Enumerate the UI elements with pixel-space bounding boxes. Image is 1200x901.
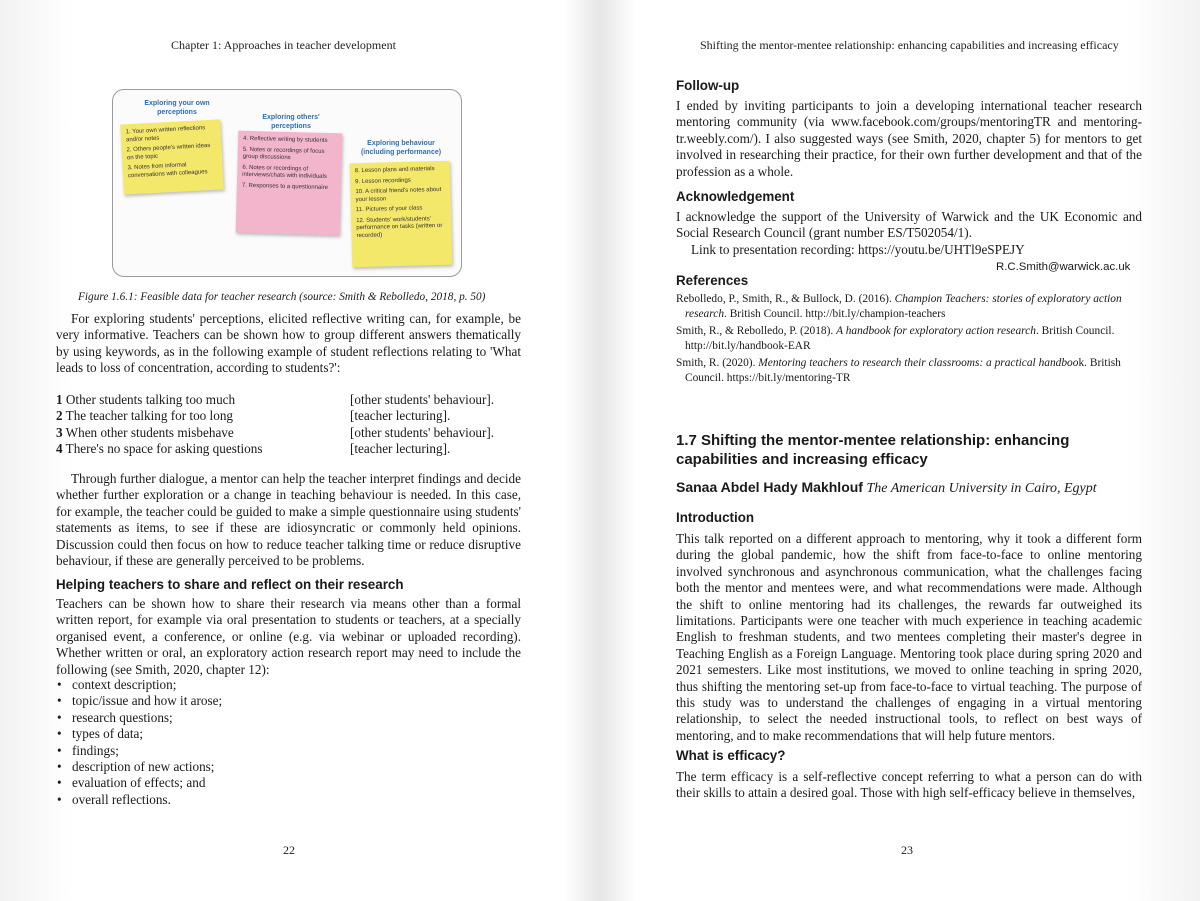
list-item: • context description; — [56, 677, 496, 693]
author-name: Sanaa Abdel Hady Makhlouf — [676, 479, 863, 495]
note-item: 1. Your own written reflections and/or notes — [125, 125, 206, 143]
figure-column-title-3: Exploring behaviour (including performance) — [360, 140, 442, 156]
list-item: • types of data; — [56, 726, 496, 742]
note-item: 11. Pictures of your class — [355, 205, 423, 214]
reflection-row — [56, 392, 526, 408]
note-item: 10. A critical friend's notes about your lesson — [355, 186, 442, 203]
reflection-text: There's no space for asking questions — [65, 441, 263, 457]
sticky-note-behaviour — [350, 161, 453, 268]
note-item: 9. Lesson recordings — [355, 177, 411, 185]
note-item: 5. Notes or recordings of focus group discussions — [242, 146, 325, 162]
paragraph-follow-up: I ended by inviting participants to join a developing international teacher research mentoring community (via www.facebook.com/groups/mentoringTR and mentoring-tr.weebly.com/). I also suggested ways (see Smith, 2020, chapter 5) for mentors to get involved in researching their practice, for their own further development and that of the profession as a whole. — [676, 98, 1142, 179]
reflection-text: Other students talking too much — [65, 392, 236, 407]
running-head-left: Chapter 1: Approaches in teacher development — [171, 38, 396, 52]
student-reflections-list — [56, 392, 526, 458]
list-item: • overall reflections. — [56, 792, 496, 808]
paragraph-acknowledgement: I acknowledge the support of the University of Warwick and the UK Economic and Social Research Council (grant number ES/T502054/1). — [676, 209, 1142, 241]
note-item: 3. Notes from informal conversations with colleagues — [127, 162, 208, 179]
reflection-text: When other students misbehave — [65, 424, 234, 440]
reflection-number: 3 — [56, 424, 63, 440]
reflection-tag: [other students' behaviour]. — [350, 392, 495, 407]
note-item: 8. Lesson plans and materials — [354, 166, 435, 175]
heading-introduction: Introduction — [676, 510, 755, 525]
heading-references: References — [676, 273, 749, 288]
reflection-number: 4 — [56, 441, 63, 457]
sticky-note-others-perceptions — [236, 131, 343, 236]
list-item: • evaluation of effects; and — [56, 775, 496, 791]
paragraph-efficacy: The term efficacy is a self-reflective concept referring to what a person can do with their skills to attain a desired goal. Those with high self-efficacy believe in themselves, — [676, 769, 1142, 801]
reference-entry: Smith, R., & Rebolledo, P. (2018). A handbook for exploratory action research. British Council. http://bit.ly/handbook-EAR — [676, 325, 1115, 352]
reflection-row — [56, 441, 526, 457]
list-item: • research questions; — [56, 710, 496, 726]
reflection-tag: [teacher lecturing]. — [350, 408, 451, 424]
author-line — [676, 479, 1097, 497]
figure-feasible-data — [112, 89, 462, 277]
author-email[interactable]: R.C.Smith@warwick.ac.uk — [996, 261, 1131, 273]
heading-acknowledgement: Acknowledgement — [676, 189, 795, 204]
reflection-row — [56, 425, 526, 441]
note-item: 2. Others people's written ideas on the topic — [126, 142, 211, 161]
list-item: • description of new actions; — [56, 759, 496, 775]
paragraph-introduction: This talk reported on a different approach to mentoring, why it took a different form during the global pandemic, how the shift from face-to-face to online mentoring involved synchronous and asynchronous communication, what the challenges facing both the mentor and mentees were, and what recommendations were made. Although the shift to online mentoring had its challenges, the rewards far outweighed its limitations. Participants were one teacher with much experience in teaching academic English to freshman students, and two mentees completing their master's degree in Teaching English as a Foreign Language. Mentoring took place during spring 2020 and 2021 semesters. Like most institutions, we moved to online teaching in spring 2020, thus shifting the mentoring set-up from face-to-face to virtual teaching. The purpose of this study was to understand the challenges of engaging in a virtual mentoring relationship, to select the needed instructional tools, to reflect on best ways of mentoring, and to make recommendations that will help future mentors. — [676, 531, 1142, 743]
note-item: 7. Responses to a questionnaire — [241, 182, 329, 191]
note-item: 12. Students' work/students' performance on tasks (written or recorded) — [356, 215, 443, 239]
reference-entry: Smith, R. (2020). Mentoring teachers to research their classrooms: a practical handbook. British Council. https://bit.ly/mentoring-TR — [676, 357, 1121, 384]
figure-caption: Figure 1.6.1: Feasible data for teacher research (source: Smith & Rebolledo, 2018, p. 50) — [78, 291, 486, 303]
running-head-right: Shifting the mentor-mentee relationship: enhancing capabilities and increasing efficacy — [700, 38, 1119, 52]
heading-follow-up: Follow-up — [676, 78, 740, 93]
reflection-number: 2 — [56, 408, 63, 424]
section-title: 1.7 Shifting the mentor-mentee relationship: enhancing capabilities and increasing efficacy — [676, 432, 1070, 468]
presentation-link[interactable]: Link to presentation recording: https://youtu.be/UHTl9eSPEJY — [691, 242, 1025, 257]
reflection-row — [56, 408, 526, 424]
reflection-text: The teacher talking for too long — [65, 408, 234, 424]
reflection-tag: [other students' behaviour]. — [350, 424, 495, 440]
list-item: • findings; — [56, 743, 496, 759]
note-item: 6. Notes or recordings of interviews/chats with individuals — [242, 164, 327, 180]
figure-column-title-2: Exploring others' perceptions — [262, 114, 320, 130]
reference-entry: Rebolledo, P., Smith, R., & Bullock, D. (2016). Champion Teachers: stories of exploratory action research. British Council. http://bit.ly/champion-teachers — [676, 293, 1122, 320]
reflection-tag: [teacher lecturing]. — [350, 441, 451, 457]
note-item: 4. Reflective writing by students — [243, 135, 328, 144]
paragraph-perceptions: For exploring students' perceptions, elicited reflective writing can, for example, be very informative. Teachers can be shown how to group different answers thematically by using keywords, as in the following example of student reflections relating to 'What leads to loss of concentration, according to students?': — [56, 311, 521, 376]
figure-column-title-1: Exploring your own perceptions — [144, 100, 210, 116]
sticky-note-own-perceptions — [120, 119, 224, 194]
heading-efficacy: What is efficacy? — [676, 748, 786, 763]
references-list — [676, 292, 1142, 388]
author-affiliation: The American University in Cairo, Egypt — [866, 481, 1097, 496]
paragraph-dialogue: Through further dialogue, a mentor can help the teacher interpret findings and decide whether further exploration or a change in teaching behaviour is needed. In this case, for example, the teacher could be guided to make a simple questionnaire using students' statements as items, to see if these are idiosyncratic or commonly held opinions. Discussion could then focus on how to reduce teacher talking time or reduce disruptive behaviour, if these are generally perceived to be problems. — [56, 471, 521, 569]
reflection-number: 1 — [56, 392, 63, 407]
paragraph-sharing: Teachers can be shown how to share their research via means other than a formal written report, for example via oral presentation to students or teachers, at a specially organised event, a conference, or online (e.g. via webinar or uploaded recording). Whether written or oral, an exploratory action research report may need to include the following (see Smith, 2020, chapter 12): — [56, 596, 521, 677]
page-number-right: 23 — [901, 843, 913, 857]
list-item: • topic/issue and how it arose; — [56, 693, 496, 709]
page-number-left: 22 — [283, 843, 295, 857]
heading-sharing-research: Helping teachers to share and reflect on their research — [56, 577, 404, 592]
report-contents-list — [56, 677, 496, 808]
